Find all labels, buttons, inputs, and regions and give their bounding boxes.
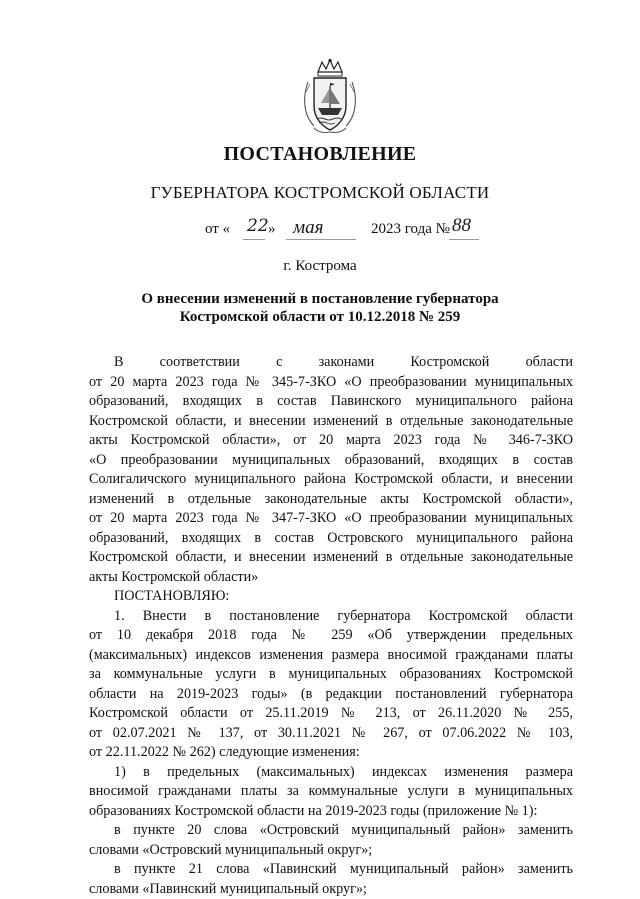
body-line: Костромской области, и внесении изменений в отдельные законодательные <box>89 412 573 429</box>
body-line: от 20 марта 2023 года № 345-7-ЗКО «О преобразовании муниципальных <box>89 373 573 390</box>
body-line: образованиях Костромской области на 2019-2023 годы (приложение № 1): <box>89 802 538 819</box>
month-underline <box>286 239 356 240</box>
body-line: от 10 декабря 2018 года № 259 «Об утверждении предельных <box>89 627 573 643</box>
body-line: акты Костромской области» <box>89 568 259 585</box>
body-line: в пункте 21 слова «Павинский муниципальный район» заменить <box>114 861 573 877</box>
body-line: 1) в предельных (максимальных) индексах изменения размера <box>114 763 573 780</box>
body-line: Костромской области, и внесении изменений в отдельные законодательные <box>89 549 573 565</box>
body-line: (максимальных) индексов изменения размера вносимой гражданами платы <box>89 646 573 663</box>
body-line: от 02.07.2021 № 137, от 30.11.2021 № 267, от 07.06.2022 № 103, <box>89 724 573 741</box>
issuer-subtitle: ГУБЕРНАТОРА КОСТРОМСКОЙ ОБЛАСТИ <box>150 183 490 202</box>
date-year-text: 2023 года № <box>371 221 450 237</box>
body-line: за коммунальные услуги в муниципальных образованиях Костромской <box>89 666 573 682</box>
body-line: Солигаличского муниципального района Костромской области, и внесении <box>89 471 573 487</box>
kostroma-coat-of-arms-icon <box>300 58 360 134</box>
document-title: ПОСТАНОВЛЕНИЕ <box>223 143 417 165</box>
body-line: словами «Островский муниципальный округ»; <box>89 841 373 858</box>
heading-line: О внесении изменений в постановление губернатора <box>141 291 499 307</box>
document-body <box>89 353 573 899</box>
body-line: Костромской области от 25.11.2019 № 213, от 26.11.2020 № 255, <box>89 705 573 721</box>
heading-line: Костромской области от 10.12.2018 № 259 <box>179 309 461 325</box>
date-day: 22 <box>247 216 269 236</box>
document-heading <box>110 290 530 326</box>
body-line: вносимой гражданами платы за коммунальные услуги в муниципальных <box>89 783 573 799</box>
body-line: области на 2019-2023 годы» (в редакции постановлений губернатора <box>89 685 573 702</box>
body-line: «О преобразовании муниципальных образований, входящих в состав <box>89 451 573 468</box>
body-line: образований, входящих в состав Островского муниципального района <box>89 529 573 546</box>
body-line: от 22.11.2022 № 262) следующие изменения: <box>89 744 360 760</box>
body-line: образований, входящих в состав Павинского муниципального района <box>89 393 573 409</box>
body-line: от 20 марта 2023 года № 347-7-ЗКО «О преобразовании муниципальных <box>89 510 573 526</box>
city: г. Кострома <box>283 258 357 274</box>
document-number: 88 <box>452 215 471 236</box>
number-underline <box>449 239 479 240</box>
date-prefix: от « <box>205 221 231 237</box>
date-close-quote: » <box>268 221 276 237</box>
body-line: изменений в отдельные законодательные акты Костромской области», <box>89 490 573 507</box>
body-line: словами «Павинский муниципальный округ»; <box>89 880 367 897</box>
day-underline <box>243 239 265 240</box>
body-line: В соответствии с законами Костромской области <box>114 354 573 370</box>
body-line: 1. Внести в постановление губернатора Костромской области <box>114 607 573 624</box>
date-month: мая <box>293 217 324 238</box>
body-line: акты Костромской области», от 20 марта 2023 года № 346-7-ЗКО <box>89 432 573 448</box>
body-line: ПОСТАНОВЛЯЮ: <box>114 588 230 604</box>
body-line: в пункте 20 слова «Островский муниципальный район» заменить <box>114 822 573 838</box>
